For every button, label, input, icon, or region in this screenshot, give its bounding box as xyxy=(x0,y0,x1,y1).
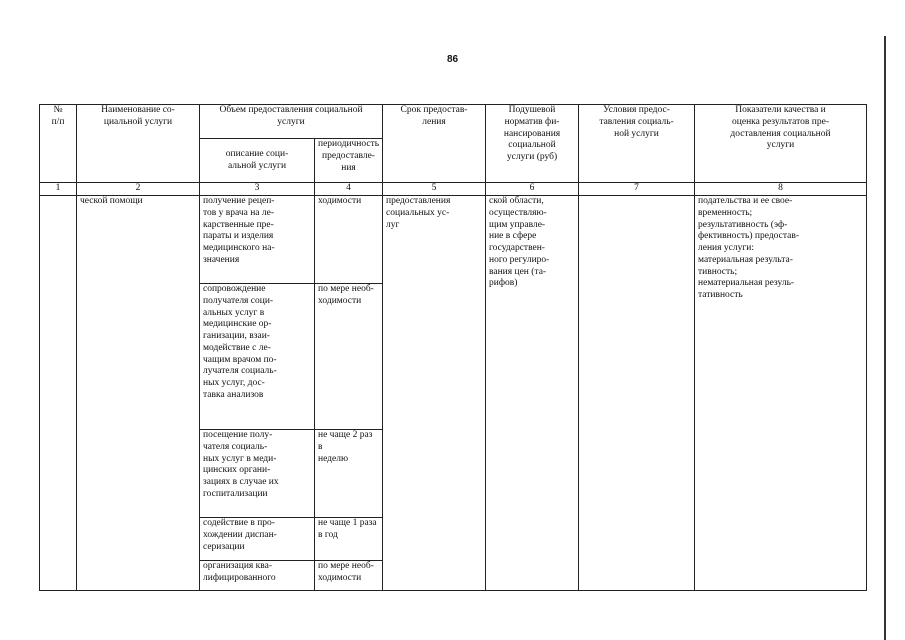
header-number: № п/п xyxy=(40,105,77,183)
header-term: Срок предостав- ления xyxy=(383,105,486,183)
header-conditions: Условия предос- тавления социаль- ной услуги xyxy=(579,105,695,183)
body-term: предоставления социальных ус- луг xyxy=(383,196,486,591)
body-quality-indicators: подательства и ее свое- временность; результативность (эф- фективность) предостав- ления услуги: материальная результа- тивность; нематериальная резуль- тативность xyxy=(695,196,867,591)
service-periodicity: не чаще 2 раз в неделю xyxy=(315,430,383,518)
column-number: 3 xyxy=(200,183,315,196)
service-periodicity: по мере необ- ходимости xyxy=(315,284,383,430)
service-description: организация ква- лифицированного xyxy=(200,561,315,591)
header-per-capita-norm: Подушевой норматив фи- нансирования социальной услуги (руб) xyxy=(486,105,579,183)
service-description: посещение полу- чателя социаль- ных услуг в меди- цинских органи- зациях в случае их госпитализации xyxy=(200,430,315,518)
header-volume: Объем предоставления социальной услуги xyxy=(200,105,383,139)
column-number: 6 xyxy=(486,183,579,196)
header-description: описание соци- альной услуги xyxy=(200,139,315,183)
column-number-row xyxy=(40,183,867,196)
header-quality-indicators: Показатели качества и оценка результатов пре- доставления социальной услуги xyxy=(695,105,867,183)
page-edge-line xyxy=(884,36,886,640)
service-description: получение рецеп- тов у врача на ле- карственные пре- параты и изделия медицинского на- значения xyxy=(200,196,315,284)
column-number: 1 xyxy=(40,183,77,196)
body-service-name: ческой помощи xyxy=(77,196,200,591)
table-row xyxy=(40,196,867,284)
column-number: 8 xyxy=(695,183,867,196)
header-periodicity: периодичность предоставле- ния xyxy=(315,139,383,183)
header-service-name: Наименование со- циальной услуги xyxy=(77,105,200,183)
column-number: 5 xyxy=(383,183,486,196)
social-services-table xyxy=(39,104,867,591)
service-periodicity: не чаще 1 раза в год xyxy=(315,518,383,561)
page-number: 86 xyxy=(446,54,459,65)
column-number: 4 xyxy=(315,183,383,196)
body-number-cell xyxy=(40,196,77,591)
body-per-capita-norm: ской области, осуществляю- щим управле- ние в сфере государствен- ного регулиро- вания цен (та- рифов) xyxy=(486,196,579,591)
column-number: 7 xyxy=(579,183,695,196)
service-periodicity: ходимости xyxy=(315,196,383,284)
service-description: содействие в про- хождении диспан- серизации xyxy=(200,518,315,561)
column-number: 2 xyxy=(77,183,200,196)
body-conditions xyxy=(579,196,695,591)
service-periodicity: по мере необ- ходимости xyxy=(315,561,383,591)
header-row-1 xyxy=(40,105,867,139)
service-description: сопровождение получателя соци- альных услуг в медицинские ор- ганизации, взаи- модействие с ле- чащим врачом по- лучателя социаль- ных услуг, дос- тавка анализов xyxy=(200,284,315,430)
